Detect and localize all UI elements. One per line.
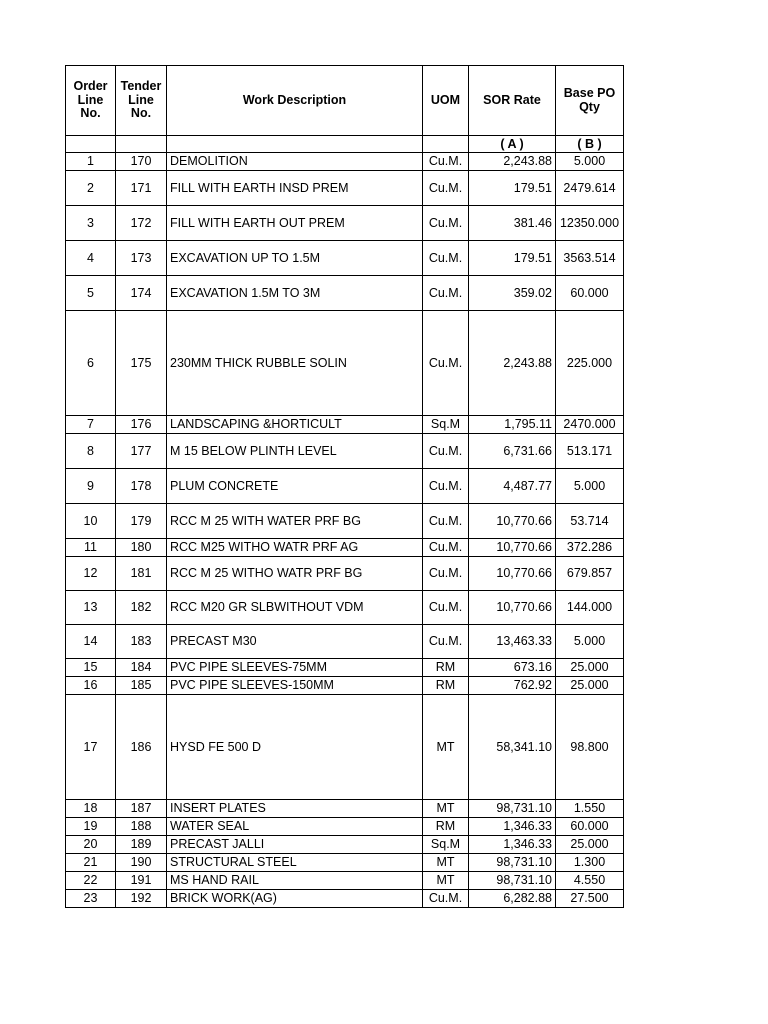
base-po-qty-cell: 60.000	[556, 276, 624, 311]
uom-cell: Cu.M.	[423, 591, 469, 625]
base-po-qty-cell: 25.000	[556, 677, 624, 695]
table-row	[66, 854, 624, 872]
order-line-cell: 5	[66, 276, 116, 311]
uom-cell: MT	[423, 854, 469, 872]
work-description-cell: BRICK WORK(AG)	[167, 890, 423, 908]
sor-rate-cell: 179.51	[469, 171, 556, 206]
tender-line-cell: 172	[116, 206, 167, 241]
uom-cell: RM	[423, 659, 469, 677]
uom-cell: Cu.M.	[423, 539, 469, 557]
work-description-cell: FILL WITH EARTH OUT PREM	[167, 206, 423, 241]
sor-rate-cell: 2,243.88	[469, 311, 556, 416]
tender-line-cell: 181	[116, 557, 167, 591]
uom-cell: Sq.M	[423, 836, 469, 854]
base-po-qty-cell: 1.300	[556, 854, 624, 872]
tender-line-cell: 189	[116, 836, 167, 854]
sor-rate-cell: 1,346.33	[469, 818, 556, 836]
uom-cell: Cu.M.	[423, 206, 469, 241]
order-line-cell: 3	[66, 206, 116, 241]
order-line-cell: 11	[66, 539, 116, 557]
uom-cell: Cu.M.	[423, 434, 469, 469]
tender-line-cell: 187	[116, 800, 167, 818]
base-po-qty-cell: 2470.000	[556, 416, 624, 434]
order-line-cell: 22	[66, 872, 116, 890]
tender-line-cell: 174	[116, 276, 167, 311]
base-po-qty-cell: 27.500	[556, 890, 624, 908]
work-description-cell: M 15 BELOW PLINTH LEVEL	[167, 434, 423, 469]
header-uom: UOM	[423, 66, 469, 136]
work-description-cell: FILL WITH EARTH INSD PREM	[167, 171, 423, 206]
table-row	[66, 872, 624, 890]
tender-line-cell: 182	[116, 591, 167, 625]
work-description-cell: PVC PIPE SLEEVES-150MM	[167, 677, 423, 695]
base-po-qty-cell: 12350.000	[556, 206, 624, 241]
uom-cell: RM	[423, 677, 469, 695]
sor-rate-cell: 1,795.11	[469, 416, 556, 434]
work-description-cell: 230MM THICK RUBBLE SOLIN	[167, 311, 423, 416]
table-row	[66, 434, 624, 469]
work-description-cell: RCC M 25 WITHO WATR PRF BG	[167, 557, 423, 591]
base-po-qty-cell: 53.714	[556, 504, 624, 539]
work-description-cell: WATER SEAL	[167, 818, 423, 836]
order-line-cell: 1	[66, 153, 116, 171]
order-line-cell: 13	[66, 591, 116, 625]
table-row	[66, 153, 624, 171]
uom-cell: Sq.M	[423, 416, 469, 434]
base-po-qty-cell: 25.000	[556, 836, 624, 854]
tender-line-cell: 176	[116, 416, 167, 434]
tender-line-cell: 190	[116, 854, 167, 872]
base-po-qty-cell: 225.000	[556, 311, 624, 416]
tender-line-cell: 180	[116, 539, 167, 557]
work-description-cell: EXCAVATION 1.5M TO 3M	[167, 276, 423, 311]
uom-cell: Cu.M.	[423, 469, 469, 504]
base-po-qty-cell: 372.286	[556, 539, 624, 557]
tender-line-cell: 183	[116, 625, 167, 659]
tender-line-cell: 173	[116, 241, 167, 276]
base-po-qty-cell: 5.000	[556, 625, 624, 659]
tender-line-cell: 175	[116, 311, 167, 416]
sor-rate-cell: 762.92	[469, 677, 556, 695]
work-description-cell: LANDSCAPING &HORTICULT	[167, 416, 423, 434]
tender-line-cell: 170	[116, 153, 167, 171]
table-row	[66, 890, 624, 908]
sor-rate-cell: 13,463.33	[469, 625, 556, 659]
order-line-cell: 16	[66, 677, 116, 695]
subheader-sor-rate: ( A )	[469, 136, 556, 153]
order-line-cell: 12	[66, 557, 116, 591]
table-row	[66, 241, 624, 276]
table-row	[66, 800, 624, 818]
subheader-blank	[116, 136, 167, 153]
table-row	[66, 557, 624, 591]
order-line-cell: 18	[66, 800, 116, 818]
sor-rate-cell: 98,731.10	[469, 854, 556, 872]
base-po-qty-cell: 60.000	[556, 818, 624, 836]
sor-rate-cell: 673.16	[469, 659, 556, 677]
order-line-cell: 4	[66, 241, 116, 276]
work-description-cell: PLUM CONCRETE	[167, 469, 423, 504]
sor-rate-cell: 10,770.66	[469, 591, 556, 625]
order-line-cell: 20	[66, 836, 116, 854]
uom-cell: Cu.M.	[423, 153, 469, 171]
order-line-cell: 9	[66, 469, 116, 504]
base-po-qty-cell: 2479.614	[556, 171, 624, 206]
tender-line-cell: 192	[116, 890, 167, 908]
tender-line-cell: 186	[116, 695, 167, 800]
work-description-cell: PRECAST M30	[167, 625, 423, 659]
uom-cell: RM	[423, 818, 469, 836]
table-row	[66, 836, 624, 854]
tender-line-cell: 191	[116, 872, 167, 890]
order-line-cell: 17	[66, 695, 116, 800]
header-base-po-qty: Base PO Qty	[556, 66, 624, 136]
uom-cell: Cu.M.	[423, 276, 469, 311]
table-row	[66, 206, 624, 241]
uom-cell: MT	[423, 800, 469, 818]
table-row	[66, 695, 624, 800]
work-description-cell: MS HAND RAIL	[167, 872, 423, 890]
work-description-cell: RCC M20 GR SLBWITHOUT VDM	[167, 591, 423, 625]
subheader-base-po-qty: ( B )	[556, 136, 624, 153]
uom-cell: Cu.M.	[423, 311, 469, 416]
table-row	[66, 171, 624, 206]
sor-rate-cell: 381.46	[469, 206, 556, 241]
tender-line-cell: 178	[116, 469, 167, 504]
base-po-qty-cell: 513.171	[556, 434, 624, 469]
work-description-cell: EXCAVATION UP TO 1.5M	[167, 241, 423, 276]
sor-rate-cell: 359.02	[469, 276, 556, 311]
base-po-qty-cell: 1.550	[556, 800, 624, 818]
order-line-cell: 10	[66, 504, 116, 539]
order-line-cell: 8	[66, 434, 116, 469]
table-row	[66, 469, 624, 504]
order-line-cell: 7	[66, 416, 116, 434]
subheader-blank	[423, 136, 469, 153]
header-work-description: Work Description	[167, 66, 423, 136]
tender-line-cell: 185	[116, 677, 167, 695]
sor-rate-cell: 10,770.66	[469, 539, 556, 557]
work-description-cell: PVC PIPE SLEEVES-75MM	[167, 659, 423, 677]
base-po-qty-cell: 25.000	[556, 659, 624, 677]
table-row	[66, 659, 624, 677]
base-po-qty-cell: 98.800	[556, 695, 624, 800]
table-row	[66, 625, 624, 659]
order-line-cell: 6	[66, 311, 116, 416]
table-row	[66, 818, 624, 836]
uom-cell: Cu.M.	[423, 504, 469, 539]
header-sor-rate: SOR Rate	[469, 66, 556, 136]
base-po-qty-cell: 5.000	[556, 469, 624, 504]
order-line-cell: 15	[66, 659, 116, 677]
subheader-blank	[66, 136, 116, 153]
table-row	[66, 677, 624, 695]
work-description-cell: INSERT PLATES	[167, 800, 423, 818]
sor-rate-cell: 10,770.66	[469, 504, 556, 539]
sor-rate-cell: 1,346.33	[469, 836, 556, 854]
table-row	[66, 416, 624, 434]
sor-rate-cell: 10,770.66	[469, 557, 556, 591]
work-description-cell: RCC M25 WITHO WATR PRF AG	[167, 539, 423, 557]
order-line-cell: 19	[66, 818, 116, 836]
order-line-cell: 23	[66, 890, 116, 908]
sor-rate-cell: 98,731.10	[469, 800, 556, 818]
header-order-line: Order Line No.	[66, 66, 116, 136]
table-row	[66, 311, 624, 416]
subheader-row	[66, 136, 624, 153]
work-description-cell: STRUCTURAL STEEL	[167, 854, 423, 872]
sor-rate-cell: 2,243.88	[469, 153, 556, 171]
sor-rate-cell: 58,341.10	[469, 695, 556, 800]
table-row	[66, 504, 624, 539]
table-row	[66, 591, 624, 625]
base-po-qty-cell: 144.000	[556, 591, 624, 625]
work-description-cell: RCC M 25 WITH WATER PRF BG	[167, 504, 423, 539]
tender-line-cell: 177	[116, 434, 167, 469]
sor-rate-cell: 6,731.66	[469, 434, 556, 469]
tender-line-cell: 184	[116, 659, 167, 677]
uom-cell: Cu.M.	[423, 557, 469, 591]
uom-cell: MT	[423, 695, 469, 800]
header-tender-line: Tender Line No.	[116, 66, 167, 136]
sor-rate-cell: 6,282.88	[469, 890, 556, 908]
uom-cell: Cu.M.	[423, 241, 469, 276]
work-description-cell: HYSD FE 500 D	[167, 695, 423, 800]
rate-table	[65, 65, 624, 908]
base-po-qty-cell: 679.857	[556, 557, 624, 591]
base-po-qty-cell: 3563.514	[556, 241, 624, 276]
header-row	[66, 66, 624, 136]
table-row	[66, 276, 624, 311]
uom-cell: Cu.M.	[423, 171, 469, 206]
tender-line-cell: 171	[116, 171, 167, 206]
tender-line-cell: 179	[116, 504, 167, 539]
sor-rate-cell: 98,731.10	[469, 872, 556, 890]
work-description-cell: PRECAST JALLI	[167, 836, 423, 854]
sor-rate-cell: 4,487.77	[469, 469, 556, 504]
uom-cell: MT	[423, 872, 469, 890]
uom-cell: Cu.M.	[423, 625, 469, 659]
order-line-cell: 14	[66, 625, 116, 659]
tender-line-cell: 188	[116, 818, 167, 836]
work-description-cell: DEMOLITION	[167, 153, 423, 171]
uom-cell: Cu.M.	[423, 890, 469, 908]
sor-rate-cell: 179.51	[469, 241, 556, 276]
order-line-cell: 21	[66, 854, 116, 872]
base-po-qty-cell: 5.000	[556, 153, 624, 171]
subheader-blank	[167, 136, 423, 153]
base-po-qty-cell: 4.550	[556, 872, 624, 890]
table-row	[66, 539, 624, 557]
order-line-cell: 2	[66, 171, 116, 206]
